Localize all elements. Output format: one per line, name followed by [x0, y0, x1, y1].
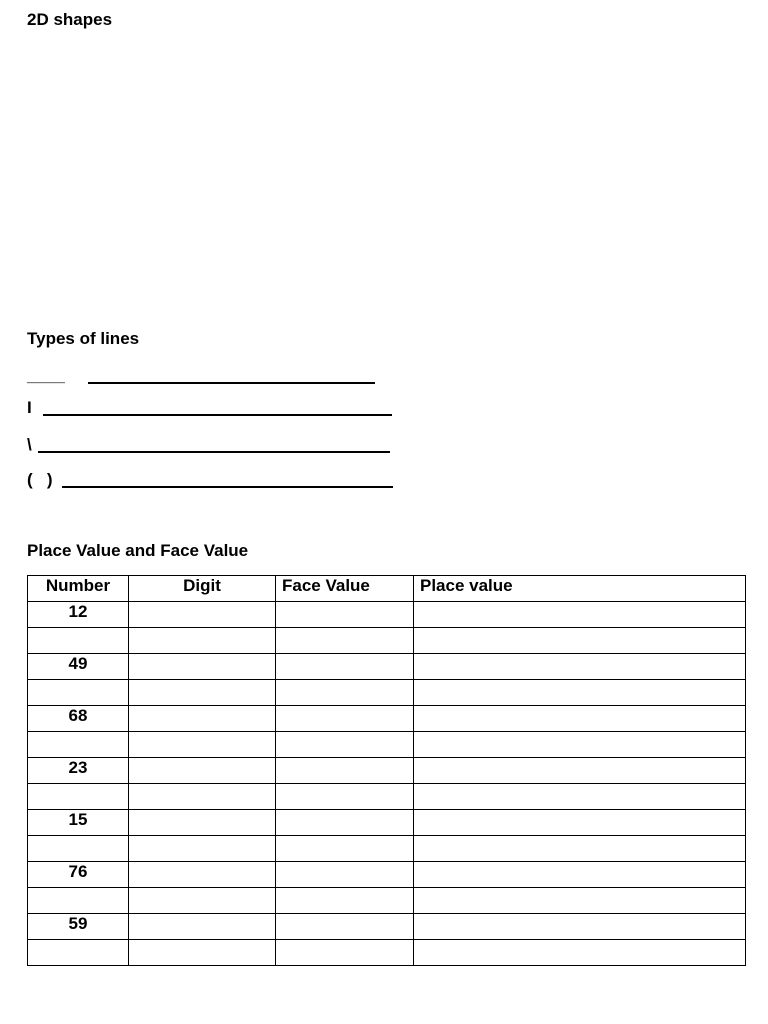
face-value-cell[interactable] — [276, 706, 414, 732]
place-value-cell[interactable] — [414, 628, 746, 654]
table-row — [28, 862, 746, 888]
face-value-cell[interactable] — [276, 784, 414, 810]
shapes-heading: 2D shapes — [27, 10, 113, 29]
table-row — [28, 758, 746, 784]
line-row-horizontal — [27, 366, 387, 388]
lines-heading: Types of lines — [27, 329, 140, 348]
table-row — [28, 836, 746, 862]
digit-cell[interactable] — [129, 758, 276, 784]
table-row — [28, 628, 746, 654]
face-value-cell[interactable] — [276, 654, 414, 680]
digit-cell[interactable] — [129, 784, 276, 810]
table-row — [28, 810, 746, 836]
header-number: Number — [28, 576, 129, 602]
place-value-cell[interactable] — [414, 940, 746, 966]
place-value-heading: Place Value and Face Value — [27, 541, 249, 560]
number-cell — [28, 836, 129, 862]
face-value-cell[interactable] — [276, 888, 414, 914]
answer-blank[interactable] — [88, 382, 375, 384]
place-value-cell[interactable] — [414, 784, 746, 810]
table-row — [28, 940, 746, 966]
number-cell — [28, 888, 129, 914]
table-header-row — [28, 576, 746, 602]
vertical-line-symbol: I — [27, 398, 32, 417]
digit-cell[interactable] — [129, 836, 276, 862]
slanting-line-symbol: \ — [27, 435, 32, 454]
table-row — [28, 654, 746, 680]
number-cell — [28, 680, 129, 706]
answer-blank[interactable] — [62, 486, 393, 488]
line-row-vertical — [27, 398, 397, 420]
face-value-cell[interactable] — [276, 914, 414, 940]
curved-line-symbol: ( ) — [27, 470, 53, 489]
horizontal-line-symbol: ____ — [27, 366, 65, 385]
place-value-cell[interactable] — [414, 602, 746, 628]
table-row — [28, 732, 746, 758]
face-value-cell[interactable] — [276, 940, 414, 966]
face-value-cell[interactable] — [276, 628, 414, 654]
face-value-cell[interactable] — [276, 862, 414, 888]
number-cell: 49 — [28, 654, 129, 680]
digit-cell[interactable] — [129, 602, 276, 628]
number-cell — [28, 732, 129, 758]
place-value-cell[interactable] — [414, 810, 746, 836]
number-cell: 15 — [28, 810, 129, 836]
place-value-cell[interactable] — [414, 654, 746, 680]
place-value-cell[interactable] — [414, 914, 746, 940]
face-value-cell[interactable] — [276, 602, 414, 628]
place-value-cell[interactable] — [414, 706, 746, 732]
line-row-slanting — [27, 435, 397, 457]
table-row — [28, 888, 746, 914]
place-value-cell[interactable] — [414, 862, 746, 888]
digit-cell[interactable] — [129, 706, 276, 732]
face-value-cell[interactable] — [276, 836, 414, 862]
line-row-curved — [27, 470, 397, 492]
digit-cell[interactable] — [129, 862, 276, 888]
number-cell — [28, 784, 129, 810]
face-value-cell[interactable] — [276, 810, 414, 836]
face-value-cell[interactable] — [276, 758, 414, 784]
place-value-table — [27, 575, 746, 966]
header-face-value: Face Value — [276, 576, 414, 602]
digit-cell[interactable] — [129, 628, 276, 654]
face-value-cell[interactable] — [276, 680, 414, 706]
digit-cell[interactable] — [129, 914, 276, 940]
shapes-drawing-area — [27, 40, 745, 320]
digit-cell[interactable] — [129, 810, 276, 836]
table-row — [28, 784, 746, 810]
digit-cell[interactable] — [129, 888, 276, 914]
header-place-value: Place value — [414, 576, 746, 602]
digit-cell[interactable] — [129, 732, 276, 758]
answer-blank[interactable] — [43, 414, 392, 416]
number-cell: 12 — [28, 602, 129, 628]
digit-cell[interactable] — [129, 680, 276, 706]
place-value-cell[interactable] — [414, 758, 746, 784]
table-row — [28, 602, 746, 628]
table-row — [28, 706, 746, 732]
number-cell — [28, 628, 129, 654]
number-cell: 23 — [28, 758, 129, 784]
place-value-cell[interactable] — [414, 732, 746, 758]
number-cell — [28, 940, 129, 966]
digit-cell[interactable] — [129, 654, 276, 680]
header-digit: Digit — [129, 576, 276, 602]
table-row — [28, 914, 746, 940]
number-cell: 76 — [28, 862, 129, 888]
face-value-cell[interactable] — [276, 732, 414, 758]
place-value-cell[interactable] — [414, 888, 746, 914]
place-value-cell[interactable] — [414, 680, 746, 706]
table-row — [28, 680, 746, 706]
place-value-cell[interactable] — [414, 836, 746, 862]
number-cell: 59 — [28, 914, 129, 940]
answer-blank[interactable] — [38, 451, 390, 453]
number-cell: 68 — [28, 706, 129, 732]
digit-cell[interactable] — [129, 940, 276, 966]
